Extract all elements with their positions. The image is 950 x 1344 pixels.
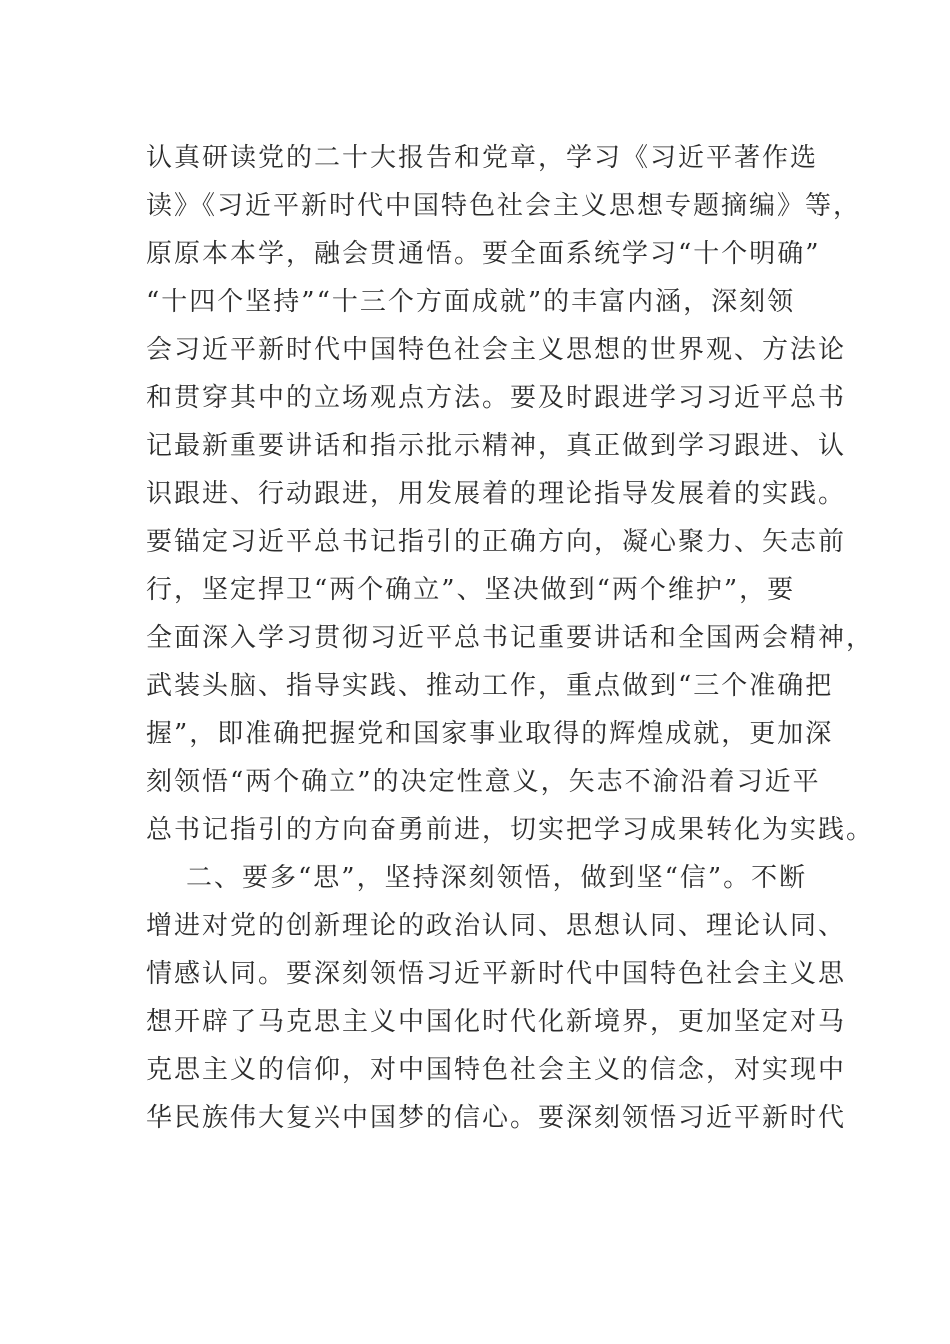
text-line: 武装头脑、指导实践、推动工作，重点做到“三个准确把: [146, 671, 834, 701]
text-line: 要锚定习近平总书记指引的正确方向，凝心聚力、矢志前: [146, 527, 847, 557]
text-line: 记最新重要讲话和指示批示精神，真正做到学习跟进、认: [146, 431, 847, 461]
text-line: 总书记指引的方向奋勇前进，切实把学习成果转化为实践。: [146, 815, 875, 845]
text-line: 全面深入学习贯彻习近平总书记重要讲话和全国两会精神，: [146, 623, 875, 653]
text-line: 增进对党的创新理论的政治认同、思想认同、理论认同、: [146, 911, 847, 941]
text-line: 行，坚定捍卫“两个确立”、坚决做到“两个维护”，要: [146, 575, 796, 605]
text-line: 会习近平新时代中国特色社会主义思想的世界观、方法论: [146, 335, 847, 365]
text-line: 情感认同。要深刻领悟习近平新时代中国特色社会主义思: [146, 959, 847, 989]
text-line: 刻领悟“两个确立”的决定性意义，矢志不渝沿着习近平: [146, 767, 821, 797]
text-line: 识跟进、行动跟进，用发展着的理论指导发展着的实践。: [146, 479, 847, 509]
text-line: 克思主义的信仰，对中国特色社会主义的信念，对实现中: [146, 1055, 847, 1085]
text-line: 原原本本学，融会贯通悟。要全面系统学习“十个明确”: [146, 239, 821, 269]
text-line: 握”，即准确把握党和国家事业取得的辉煌成就，更加深: [146, 719, 834, 749]
text-line: 认真研读党的二十大报告和党章，学习《习近平著作选: [146, 143, 819, 173]
text-line: 和贯穿其中的立场观点方法。要及时跟进学习习近平总书: [146, 383, 847, 413]
section-heading-line: 二、要多“思”，坚持深刻领悟，做到坚“信”。不断: [186, 863, 808, 893]
text-line: 想开辟了马克思主义中国化时代化新境界，更加坚定对马: [146, 1007, 847, 1037]
text-line: “十四个坚持”“十三个方面成就”的丰富内涵，深刻领: [146, 287, 796, 317]
text-line: 华民族伟大复兴中国梦的信心。要深刻领悟习近平新时代: [146, 1103, 847, 1133]
document-body: [146, 134, 875, 1142]
text-line: 读》《习近平新时代中国特色社会主义思想专题摘编》等，: [146, 191, 862, 221]
